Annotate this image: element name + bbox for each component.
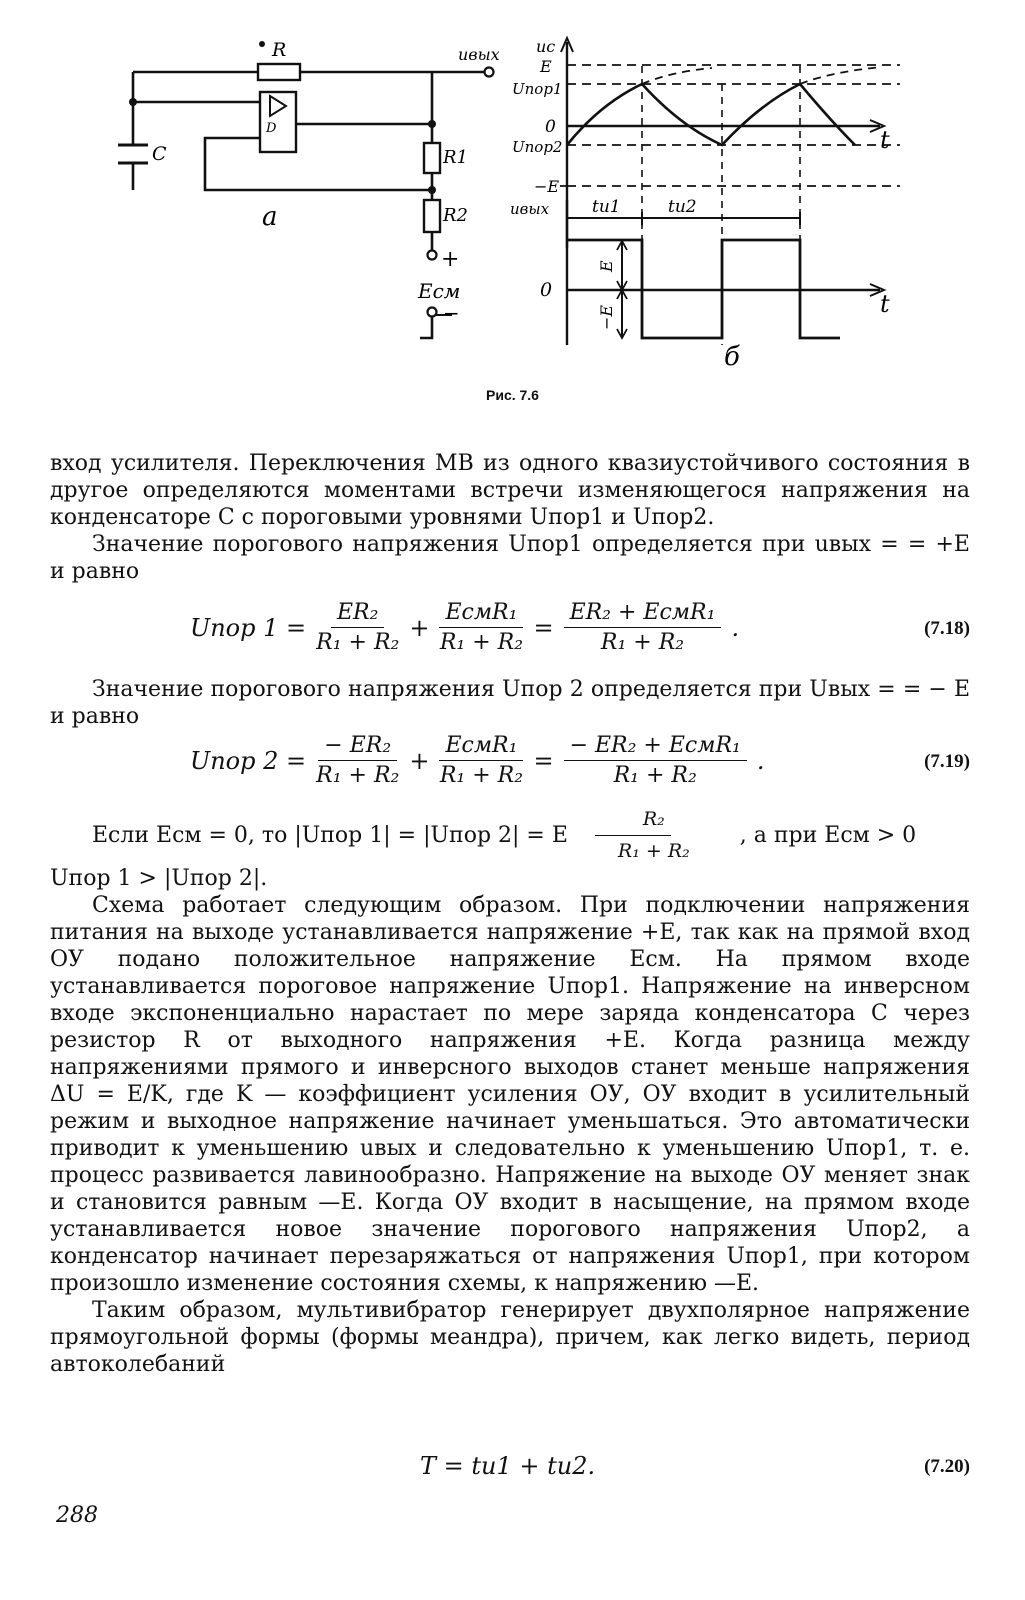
label-r: R xyxy=(272,39,287,61)
paragraph-6: Таким образом, мультивибратор генерирует двухполярное напряжение прямоугольной формы (формы меандра), причем, как легко видеть, период автоколебаний xyxy=(50,1298,970,1377)
resistor-r xyxy=(258,64,300,80)
text-block-1 xyxy=(50,450,970,585)
label-zero-upper: 0 xyxy=(545,117,556,137)
opamp-symbol: D xyxy=(266,121,277,136)
p4-start: Если Eсм = 0, то |Uпор 1| = |Uпор 2| = E xyxy=(92,823,568,848)
figure-7-6 xyxy=(0,0,1025,420)
label-r1: R1 xyxy=(443,147,469,168)
resistor-r1 xyxy=(424,143,440,173)
figure-caption: Рис. 7.6 xyxy=(486,387,539,403)
eq718-f3-num: ER₂ + EсмR₁ xyxy=(564,600,722,628)
label-tu2: tи2 xyxy=(668,197,697,217)
eq719-number: (7.19) xyxy=(924,751,970,772)
resistor-r2 xyxy=(424,200,440,232)
paragraph-1: вход усилителя. Переключения МВ из одного квазиустойчивого состояния в другое определяются моментами встречи изменяющегося напряжения на конденсаторе C с пороговыми уровнями Uпор1 и Uпор2. xyxy=(50,451,970,530)
label-zero-lower: 0 xyxy=(540,279,553,301)
eq720-expr: T = tи1 + tи2. xyxy=(420,1452,596,1480)
text-block-2 xyxy=(50,676,970,730)
label-part-b: б xyxy=(724,342,740,372)
eq718-f2-den: R₁ + R₂ xyxy=(439,630,524,655)
eq719-plus: + xyxy=(409,746,430,775)
label-r2: R2 xyxy=(443,205,469,226)
eq719-f3-num: − ER₂ + EсмR₁ xyxy=(564,733,747,761)
label-part-a: а xyxy=(262,202,278,232)
label-minus: − xyxy=(443,301,460,325)
paragraph-3: Значение порогового напряжения Uпор 2 определяется при Uвых = = − E и равно xyxy=(50,677,970,729)
eq719-f2-den: R₁ + R₂ xyxy=(439,763,524,788)
paragraph-4 xyxy=(50,806,970,865)
paragraph-4-line2: Uпор 1 > |Uпор 2|. xyxy=(50,866,268,891)
label-uout: uвых xyxy=(458,45,500,64)
eq718-lhs: Uпор 1 = xyxy=(190,613,307,642)
eq718-tail: . xyxy=(731,613,740,642)
label-ecm: Eсм xyxy=(418,279,461,303)
label-e-bar: E xyxy=(597,260,616,272)
paragraph-2: Значение порогового напряжения Uпор1 определяется при uвых = = +E и равно xyxy=(50,532,970,584)
eq718-plus: + xyxy=(409,613,430,642)
label-upor2: Uпор2 xyxy=(512,138,563,156)
text-block-3 xyxy=(50,806,970,1378)
eq718-f2-num: EсмR₁ xyxy=(439,600,523,628)
label-tu1: tи1 xyxy=(592,197,621,217)
eq718-f1-num: ER₂ xyxy=(331,600,384,628)
label-upor1: Uпор1 xyxy=(512,80,563,98)
label-uc-axis: uc xyxy=(536,37,556,56)
eq720-number: (7.20) xyxy=(924,1456,970,1477)
label-plus: + xyxy=(441,247,460,272)
eq718-eq: = xyxy=(533,613,554,642)
eq719-eq: = xyxy=(533,746,554,775)
page-number: 288 xyxy=(56,1503,98,1528)
label-t-lower: t xyxy=(880,290,890,318)
graphs xyxy=(560,38,900,345)
eq719-lhs: Uпор 2 = xyxy=(190,746,307,775)
label-e: E xyxy=(540,57,552,76)
paragraph-5: Схема работает следующим образом. При подключении напряжения питания на выходе устанавливается напряжение +E, так как на прямой вход ОУ подано положительное напряжение Eсм. На прямом входе устанавливается пороговое напряжение Uпор1. Напряжение на инверсном входе экспоненциально нарастает по мере заряда конденсатора C через резистор R от выходного напряжения +E. Когда разница между напряжениями прямого и инверсного выходов станет меньше напряжения ΔU = E/K, где K — коэффициент усиления ОУ, ОУ входит в усилительный режим и выходное напряжение начинает уменьшаться. Это автоматически приводит к уменьшению uвых и следовательно к уменьшению Uпор1, т. е. процесс развивается лавинообразно. Напряжение на выходе ОУ меняет знак и становится равным —E. Когда ОУ входит в насыщение, на прямом входе устанавливается новое значение порогового напряжения Uпор2, а конденсатор начинает перезаряжаться от напряжения Uпор1, при котором произошло изменение состояния схемы, к напряжению —E. xyxy=(50,893,970,1296)
eq719-f1-num: − ER₂ xyxy=(318,733,397,761)
eq719-f2-num: EсмR₁ xyxy=(439,733,523,761)
label-neg-e: −E xyxy=(534,177,560,196)
equation-7-20 xyxy=(0,1452,1025,1522)
eq718-f3-den: R₁ + R₂ xyxy=(600,630,685,655)
p4-end: , а при Eсм > 0 xyxy=(739,823,917,848)
capacitor-c xyxy=(118,145,148,163)
label-uout-axis: uвых xyxy=(510,200,550,218)
equation-7-19 xyxy=(0,733,1025,803)
uc-waveform xyxy=(567,84,855,145)
eq719-f3-den: R₁ + R₂ xyxy=(613,763,697,788)
eq719-f1-den: R₁ + R₂ xyxy=(316,763,400,788)
label-neg-e-bar: −E xyxy=(597,304,616,330)
p4-frac-den: R₁ + R₂ xyxy=(617,840,690,862)
p4-frac-num: R₂ xyxy=(595,806,671,836)
label-t-upper: t xyxy=(880,126,890,154)
equation-7-18 xyxy=(0,600,1025,670)
eq719-tail: . xyxy=(756,746,765,775)
label-c: C xyxy=(152,143,167,165)
eq718-number: (7.18) xyxy=(924,618,970,639)
eq718-f1-den: R₁ + R₂ xyxy=(316,630,400,655)
